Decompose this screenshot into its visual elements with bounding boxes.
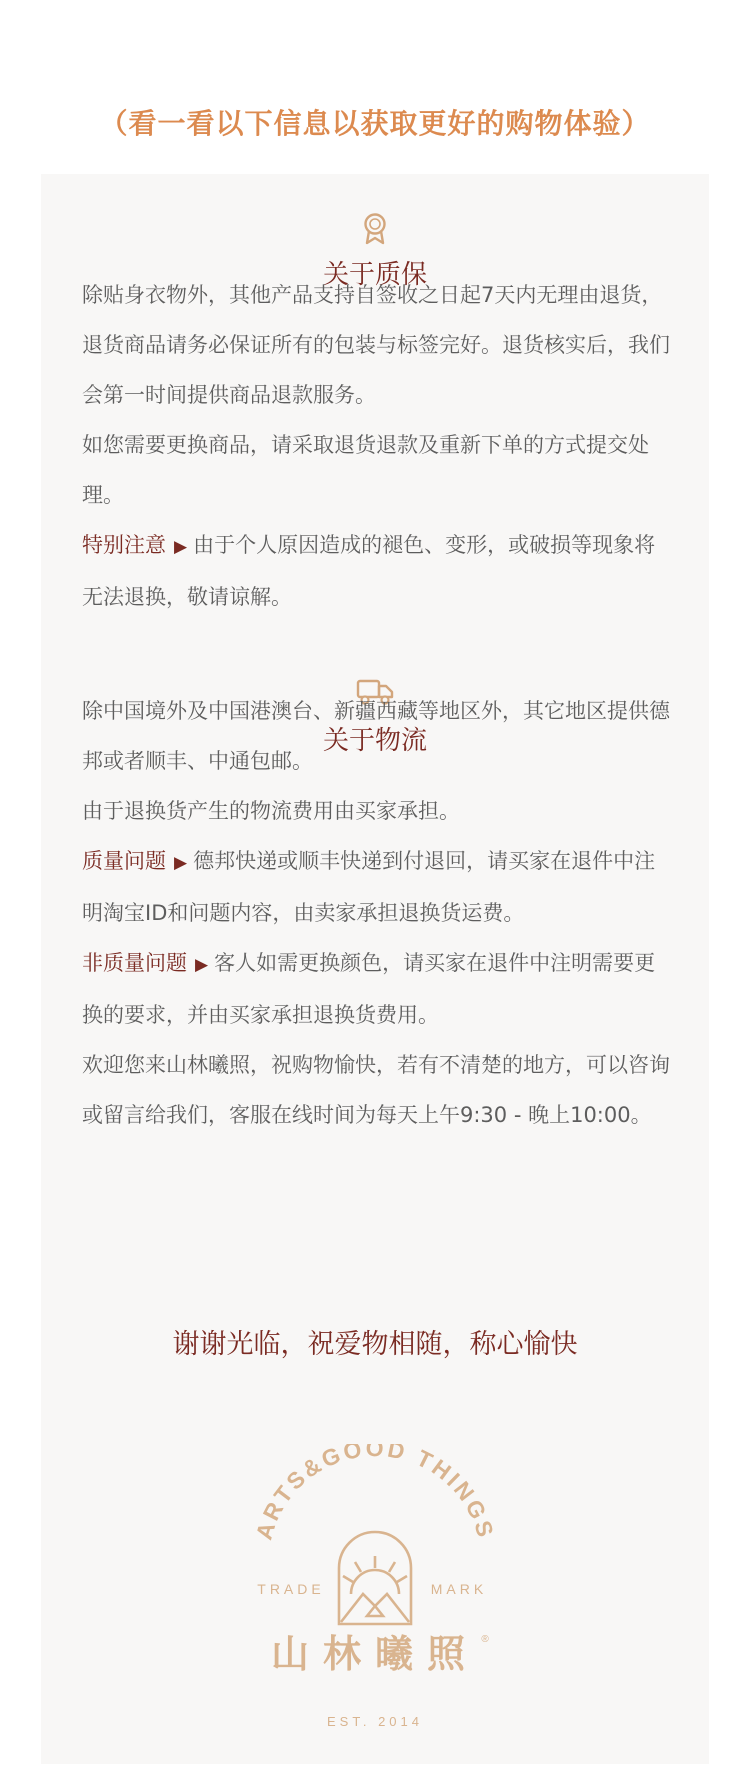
page-header-title: （看一看以下信息以获取更好的购物体验） <box>99 107 651 140</box>
play-arrow-icon: ▶ <box>195 955 209 975</box>
note-text: 由于个人原因造成的褪色、变形，或破损等现象将无法退换，敬请谅解。 <box>82 533 656 609</box>
play-arrow-icon: ▶ <box>174 537 188 557</box>
non-quality-issue-note <box>82 938 672 1040</box>
logo-brand-name: 山林曦照 <box>270 1631 480 1676</box>
award-ribbon-icon <box>41 212 709 250</box>
logo-est-text: EST. 2014 <box>327 1714 423 1729</box>
logo-arc-text: ARTS&GOOD THINGS <box>250 1444 500 1543</box>
quality-text: 德邦快递或顺丰快递到付退回，请买家在退件中注明淘宝ID和问题内容，由卖家承担退换货运费。 <box>82 849 656 925</box>
registered-mark: ® <box>481 1634 489 1645</box>
warranty-title: 关于质保 <box>322 260 427 290</box>
non-quality-label: 非质量问题 <box>82 951 187 975</box>
warranty-body <box>82 270 672 622</box>
info-card <box>41 174 709 1764</box>
welcome-paragraph: 欢迎您来山林曦照，祝购物愉快，若有不清楚的地方，可以咨询或留言给我们，客服在线时间为每天上午9:30 - 晚上10:00。 <box>82 1053 670 1127</box>
logistics-paragraph: 除中国境外及中国港澳台、新疆西藏等地区外，其它地区提供德邦或者顺丰、中通包邮。 <box>82 699 670 773</box>
warranty-note <box>82 520 672 622</box>
logistics-paragraph: 由于退换货产生的物流费用由买家承担。 <box>82 799 460 823</box>
logistics-body <box>82 686 672 1140</box>
mountain-sunrise-emblem <box>339 1532 411 1624</box>
play-arrow-icon: ▶ <box>174 853 188 873</box>
logistics-title: 关于物流 <box>322 726 427 756</box>
note-label: 特别注意 <box>82 533 166 557</box>
brand-logo <box>41 1444 709 1778</box>
quality-issue-note <box>82 836 672 938</box>
warranty-paragraph: 如您需要更换商品，请采取退货退款及重新下单的方式提交处理。 <box>82 433 649 507</box>
quality-label: 质量问题 <box>82 849 166 873</box>
logo-trade-text: TRADE <box>257 1581 325 1597</box>
warranty-paragraph: 除贴身衣物外，其他产品支持自签收之日起7天内无理由退货，退货商品请务必保证所有的包装与标签完好。退货核实后，我们会第一时间提供商品退款服务。 <box>82 283 670 407</box>
non-quality-text: 客人如需更换颜色，请买家在退件中注明需要更换的要求，并由买家承担退换货费用。 <box>82 951 656 1027</box>
logo-mark-text: MARK <box>430 1581 488 1597</box>
thanks-message: 谢谢光临，祝爱物相随，称心愉快 <box>172 1329 578 1360</box>
